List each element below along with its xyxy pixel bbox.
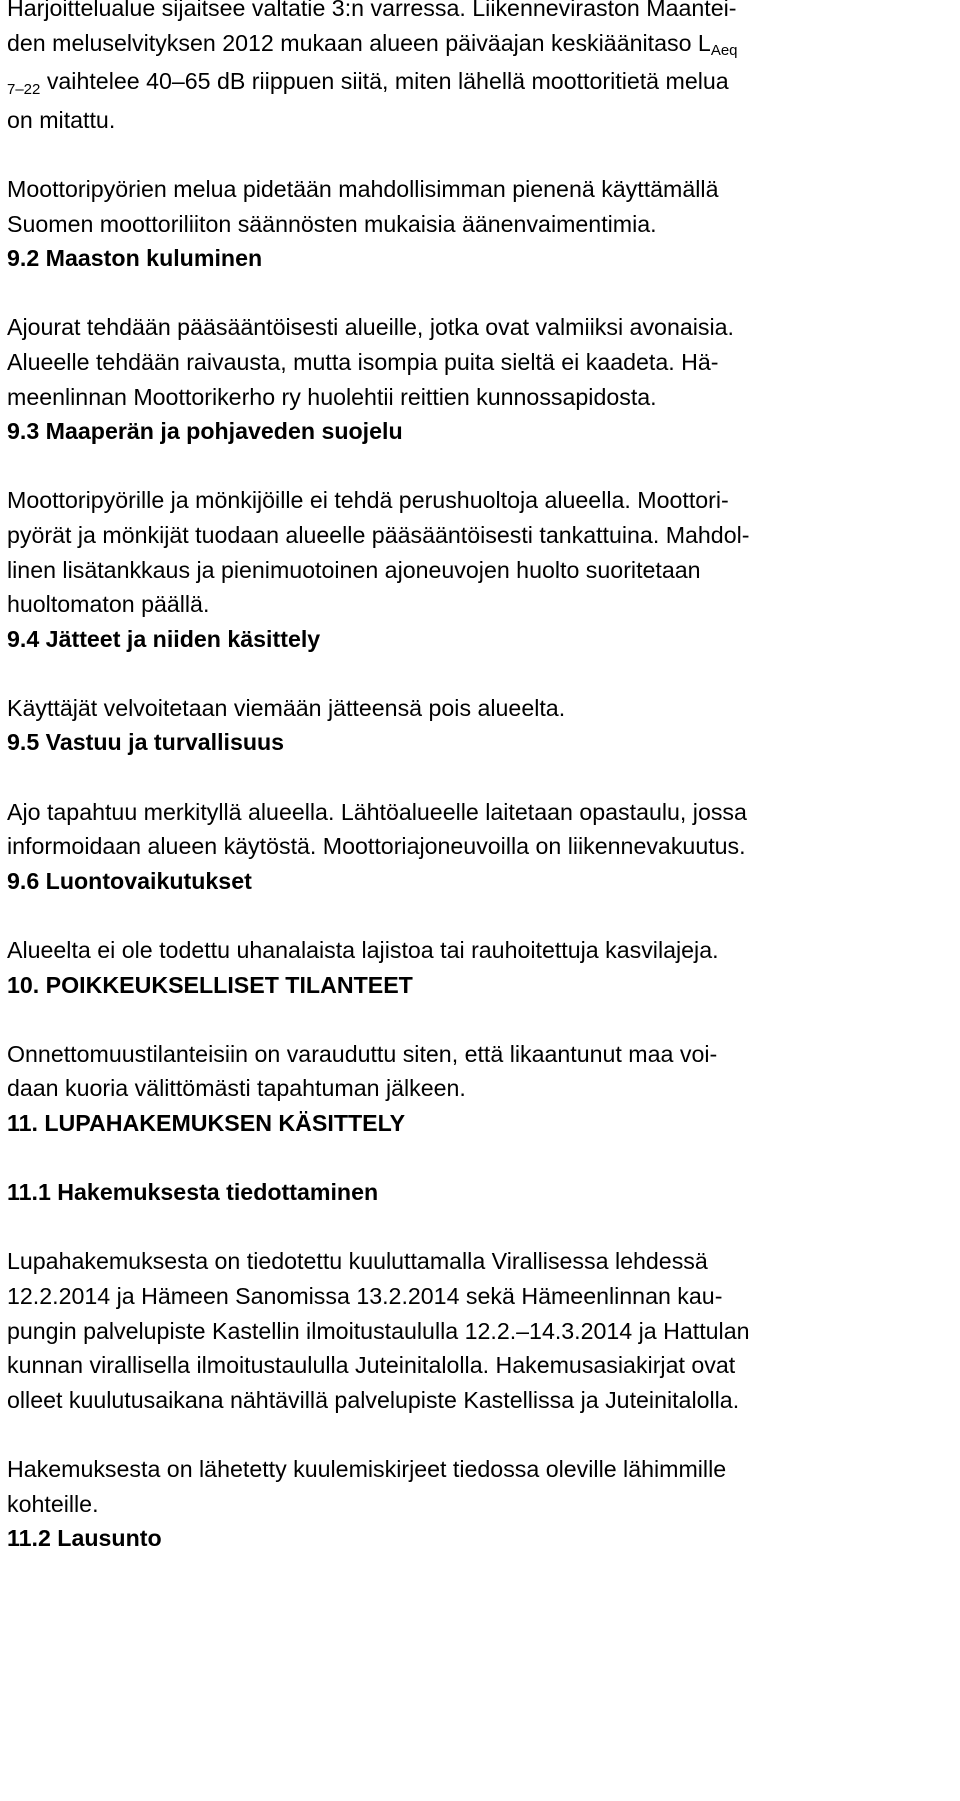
paragraph-announcement [7,1244,953,1417]
subscript-time-range: 7–22 [7,81,41,99]
subscript-aeq: Aeq [710,41,738,59]
text-line: Suomen moottoriliiton säännösten mukaisia äänenvaimentimia. [7,210,657,237]
text-line: pungin palvelupiste Kastellin ilmoitustaululla 12.2.–14.3.2014 ja Hattulan [7,1317,750,1344]
heading-number: 9. [7,245,27,272]
heading-number: 9. [7,625,27,652]
heading-title: 5 Vastuu ja turvallisuus [26,729,285,756]
paragraph-nature-impacts [7,933,953,968]
heading-11-2: 11.2 Lausunto [7,1525,162,1552]
text-fragment: den meluselvityksen 2012 mukaan alueen päiväajan keskiäänitaso L [7,29,711,56]
heading-10: 10. POIKKEUKSELLISET TILANTEET [7,971,413,998]
text-line: informoidaan alueen käytöstä. Moottoriajoneuvoilla on liikennevakuutus. [7,833,746,860]
text-line: Ajourat tehdään pääsääntöisesti alueille, jotka ovat valmiiksi avonaisia. [7,314,734,341]
text-line: Lupahakemuksesta on tiedotettu kuuluttamalla Virallisessa lehdessä [7,1248,708,1275]
text-line: Hakemuksesta on lähetetty kuulemiskirjeet tiedossa oleville lähimmille [7,1455,727,1482]
text-line [7,26,953,65]
text-line: Ajo tapahtuu merkityllä alueella. Lähtöalueelle laitetaan opastaulu, jossa [7,798,747,825]
text-line: linen lisätankkaus ja pienimuotoinen ajoneuvojen huolto suoritetaan [7,556,701,583]
text-line: pyörät ja mönkijät tuodaan alueelle pääsääntöisesti tankattuina. Mahdol- [7,521,750,548]
heading-9-3 [7,414,953,449]
text-line: Harjoittelualue sijaitsee valtatie 3:n varressa. Liikenneviraston Maantei- [7,0,737,21]
text-line: Käyttäjät velvoitetaan viemään jätteensä pois alueelta. [7,694,566,721]
text-line: Onnettomuustilanteisiin on varauduttu siten, että likaantunut maa voi- [7,1040,718,1067]
heading-title: 2 Maaston kuluminen [26,245,263,272]
text-line: 12.2.2014 ja Hämeen Sanomissa 13.2.2014 sekä Hämeenlinnan kau- [7,1282,723,1309]
paragraph-noise-level [7,0,953,137]
text-line: daan kuoria välittömästi tapahtuman jälkeen. [7,1075,466,1102]
paragraph-exceptional-situations [7,1037,953,1106]
paragraph-soil-groundwater [7,483,953,621]
paragraph-hearing-letters [7,1452,953,1521]
heading-number: 9. [7,418,27,445]
paragraph-terrain-wear [7,310,953,414]
heading-number: 9. [7,867,27,894]
heading-9-2 [7,241,953,276]
text-line: olleet kuulutusaikana nähtävillä palvelupiste Kastellissa ja Juteinitalolla. [7,1386,740,1413]
text-line: kunnan virallisella ilmoitustaululla Juteinitalolla. Hakemusasiakirjat ovat [7,1352,736,1379]
heading-11-1: 11.1 Hakemuksesta tiedottaminen [7,1179,379,1206]
heading-9-5 [7,725,953,760]
text-line: Alueelta ei ole todettu uhanalaista lajistoa tai rauhoitettuja kasvilajeja. [7,937,719,964]
paragraph-waste [7,691,953,726]
text-line: meenlinnan Moottorikerho ry huolehtii reittien kunnossapidosta. [7,383,657,410]
heading-9-4 [7,622,953,657]
heading-number: 9. [7,729,27,756]
heading-11: 11. LUPAHAKEMUKSEN KÄSITTELY [7,1110,406,1136]
heading-9-6 [7,864,953,899]
document-page [7,0,953,1556]
text-line: kohteille. [7,1490,99,1517]
text-line: on mitattu. [7,106,116,133]
text-line: Alueelle tehdään raivausta, mutta isompia puita sieltä ei kaadeta. Hä- [7,348,719,375]
text-line [7,64,953,103]
heading-title: 6 Luontovaikutukset [26,867,252,894]
paragraph-silencers [7,172,953,241]
heading-title: 4 Jätteet ja niiden käsittely [26,625,321,652]
text-fragment: vaihtelee 40–65 dB riippuen siitä, miten lähellä moottoritietä melua [40,68,729,95]
text-line: Moottoripyörien melua pidetään mahdollisimman pienenä käyttämällä [7,175,719,202]
paragraph-safety [7,795,953,864]
text-line: huoltomaton päällä. [7,591,210,618]
heading-title: 3 Maaperän ja pohjaveden suojelu [26,418,403,445]
text-line: Moottoripyörille ja mönkijöille ei tehdä perushuoltoja alueella. Moottori- [7,487,729,514]
